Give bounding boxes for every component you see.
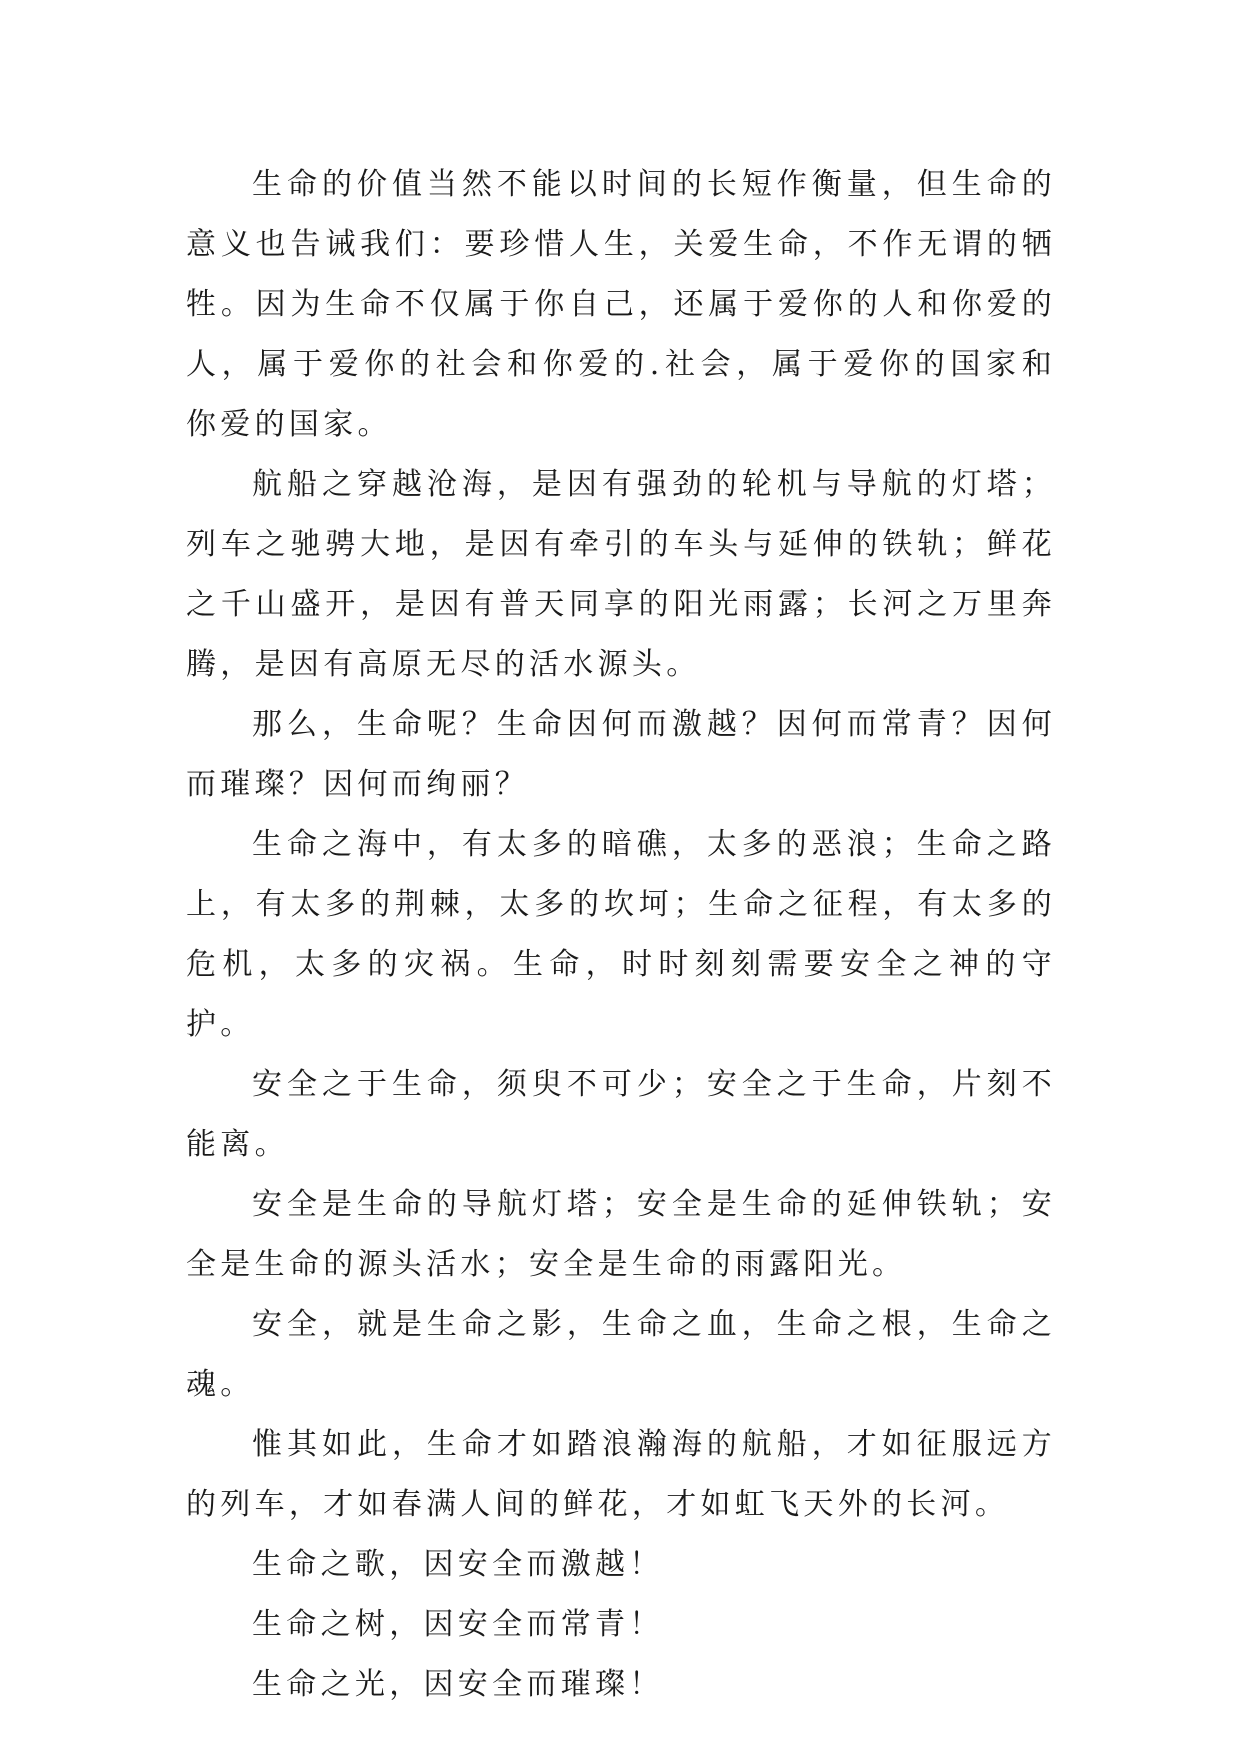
paragraph: 生命的价值当然不能以时间的长短作衡量，但生命的意义也告诫我们：要珍惜人生，关爱生命，不作无谓的牺牲。因为生命不仅属于你自己，还属于爱你的人和你爱的人，属于爱你的社会和你爱的.社会，属于爱你的国家和你爱的国家。	[186, 167, 1056, 442]
paragraph: 安全之于生命，须臾不可少；安全之于生命，片刻不能离。	[186, 1067, 1056, 1162]
paragraph: 生命之树，因安全而常青！	[252, 1607, 664, 1642]
paragraph: 生命之海中，有太多的暗礁，太多的恶浪；生命之路上，有太多的荆棘，太多的坎坷；生命之征程，有太多的危机，太多的灾祸。生命，时时刻刻需要安全之神的守护。	[186, 827, 1056, 1042]
paragraph: 安全，就是生命之影，生命之血，生命之根，生命之魂。	[186, 1307, 1056, 1402]
paragraph: 航船之穿越沧海，是因有强劲的轮机与导航的灯塔；列车之驰骋大地，是因有牵引的车头与延伸的铁轨；鲜花之千山盛开，是因有普天同享的阳光雨露；长河之万里奔腾，是因有高原无尽的活水源头。	[186, 467, 1056, 682]
paragraph: 生命之光，因安全而璀璨！	[252, 1667, 664, 1702]
paragraph: 惟其如此，生命才如踏浪瀚海的航船，才如征服远方的列车，才如春满人间的鲜花，才如虹飞天外的长河。	[186, 1427, 1056, 1522]
paragraph: 生命之歌，因安全而激越！	[252, 1547, 664, 1582]
paragraph: 安全是生命的导航灯塔；安全是生命的延伸铁轨；安全是生命的源头活水；安全是生命的雨露阳光。	[186, 1187, 1056, 1282]
document-body	[186, 155, 1056, 1715]
paragraph: 那么，生命呢？生命因何而激越？因何而常青？因何而璀璨？因何而绚丽？	[186, 707, 1056, 802]
